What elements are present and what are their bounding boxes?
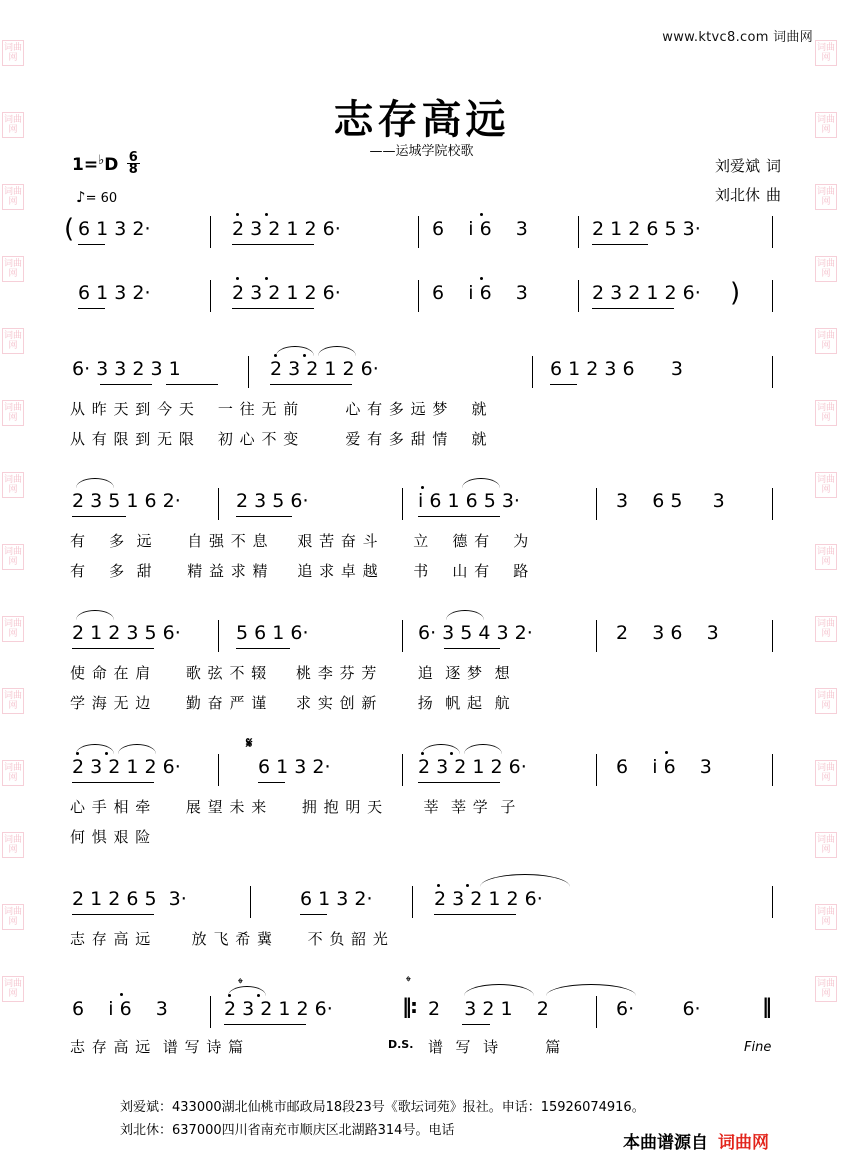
system-intro-2 bbox=[0, 278, 843, 330]
measure-notes: 2 3 5 6· bbox=[236, 490, 309, 512]
measure-notes: 2 3 2 1 2 6· bbox=[224, 998, 333, 1020]
fine-marking: Fine bbox=[744, 1040, 772, 1055]
measure-notes: 2 3 2 1 2 6· bbox=[592, 282, 701, 304]
beam-line bbox=[592, 244, 648, 245]
watermark: 词曲网 bbox=[815, 832, 837, 858]
watermark: 词曲网 bbox=[815, 184, 837, 210]
beam-line bbox=[462, 1024, 490, 1025]
measure-notes: 2 3 2 1 2 bbox=[428, 998, 549, 1020]
measure-notes: 6 1 3 2· bbox=[78, 282, 151, 304]
watermark: 词曲网 bbox=[815, 400, 837, 426]
slur bbox=[446, 610, 484, 620]
open-paren: ( bbox=[64, 214, 75, 244]
octave-dot bbox=[466, 884, 469, 887]
barline bbox=[772, 886, 773, 918]
measure-notes: 6 i 6 3 bbox=[432, 282, 528, 304]
watermark: 词曲网 bbox=[2, 688, 24, 714]
measure-notes: 2 3 2 1 2 6· bbox=[418, 756, 527, 778]
segno-icon: 𝄋 bbox=[246, 734, 253, 752]
system-verse-4 bbox=[0, 734, 843, 856]
page-subtitle: ——运城学院校歌 bbox=[369, 144, 474, 159]
key-accidental: ♭ bbox=[98, 153, 105, 168]
slur bbox=[318, 346, 356, 356]
beam-line bbox=[418, 782, 500, 783]
site-url-header: www.ktvc8.com 词曲网 bbox=[662, 30, 813, 45]
lyric-line: 使 命 在 肩 歌 弦 不 辍 桃 李 芬 芳 追 逐 梦 想 bbox=[70, 664, 511, 682]
lyric-line: 从 昨 天 到 今 天 一 往 无 前 心 有 多 远 梦 就 bbox=[70, 400, 488, 418]
octave-dot bbox=[665, 751, 668, 754]
beam-line bbox=[418, 516, 500, 517]
measure-notes: 2 1 2 6 5 3· bbox=[72, 888, 187, 910]
composer-name: 刘北休 bbox=[714, 186, 760, 204]
barline bbox=[248, 356, 249, 388]
lyric-line: 学 海 无 边 勤 奋 严 谨 求 实 创 新 扬 帆 起 航 bbox=[70, 694, 511, 712]
beam-line bbox=[72, 782, 154, 783]
lyric-line: 谱 写 诗 篇 bbox=[428, 1038, 562, 1056]
close-paren: ) bbox=[730, 278, 741, 308]
ds-marking: D.S. bbox=[388, 1038, 414, 1051]
system-verse-3 bbox=[0, 622, 843, 722]
measure-notes: 6 i 6 3 bbox=[72, 998, 168, 1020]
octave-dot bbox=[480, 277, 483, 280]
beam-line bbox=[72, 914, 154, 915]
watermark: 词曲网 bbox=[2, 904, 24, 930]
barline bbox=[596, 754, 597, 786]
octave-dot bbox=[228, 994, 231, 997]
octave-dot bbox=[450, 752, 453, 755]
barline bbox=[596, 620, 597, 652]
beam-line bbox=[78, 244, 105, 245]
watermark: 词曲网 bbox=[815, 904, 837, 930]
meter-top: 6 bbox=[128, 150, 138, 165]
slur bbox=[76, 478, 114, 488]
watermark: 词曲网 bbox=[815, 40, 837, 66]
octave-dot bbox=[421, 486, 424, 489]
measure-notes: 6 i 6 3 bbox=[616, 756, 712, 778]
beam-line bbox=[166, 384, 218, 385]
key-name: D bbox=[104, 155, 119, 175]
slur bbox=[464, 744, 502, 754]
source-site-name[interactable]: 词曲网 bbox=[718, 1133, 769, 1153]
coda-icon: 𝄌 bbox=[238, 976, 243, 992]
watermark: 词曲网 bbox=[815, 976, 837, 1002]
octave-dot bbox=[265, 277, 268, 280]
barline bbox=[772, 216, 773, 248]
slur bbox=[464, 984, 534, 996]
measure-notes: 6· 3 3 2 3 1 bbox=[72, 358, 181, 380]
octave-dot bbox=[76, 752, 79, 755]
lyric-line: 从 有 限 到 无 限 初 心 不 变 爱 有 多 甜 情 就 bbox=[70, 430, 488, 448]
measure-notes: 5 6 1 6· bbox=[236, 622, 309, 644]
tempo-marking bbox=[76, 188, 117, 206]
watermark: 词曲网 bbox=[2, 328, 24, 354]
measure-notes: 2 3 2 1 2 6· bbox=[232, 282, 341, 304]
barline bbox=[596, 996, 597, 1028]
slur bbox=[118, 744, 156, 754]
lyric-line: 何 惧 艰 险 bbox=[70, 828, 152, 846]
octave-dot bbox=[265, 213, 268, 216]
beam-line bbox=[444, 648, 500, 649]
barline bbox=[418, 216, 419, 248]
system-verse-1 bbox=[0, 358, 843, 458]
watermark: 词曲网 bbox=[815, 544, 837, 570]
coda-icon: 𝄌 bbox=[406, 974, 411, 990]
beam-line bbox=[300, 914, 327, 915]
measure-notes: 2 3 2 1 2 6· bbox=[72, 756, 181, 778]
contact-footer bbox=[120, 1096, 645, 1142]
octave-dot bbox=[421, 752, 424, 755]
octave-dot bbox=[274, 354, 277, 357]
system-verse-5 bbox=[0, 888, 843, 968]
final-barline: ‖ bbox=[762, 994, 770, 1018]
beam-line bbox=[258, 782, 285, 783]
barline bbox=[250, 886, 251, 918]
measure-notes: 6· 3 5 4 3 2· bbox=[418, 622, 533, 644]
beam-line bbox=[236, 516, 292, 517]
measure-notes: 3 6 5 3 bbox=[616, 490, 725, 512]
beam-line bbox=[72, 516, 126, 517]
measure-notes: 2 3 2 1 2 6· bbox=[270, 358, 379, 380]
barline bbox=[578, 216, 579, 248]
watermark: 词曲网 bbox=[2, 760, 24, 786]
barline bbox=[402, 488, 403, 520]
beam-line bbox=[232, 308, 314, 309]
measure-notes: 6 1 3 2· bbox=[78, 218, 151, 240]
system-intro-1 bbox=[0, 214, 843, 266]
watermark: 词曲网 bbox=[815, 112, 837, 138]
key-signature bbox=[72, 152, 140, 175]
watermark: 词曲网 bbox=[2, 472, 24, 498]
measure-notes: 2 3 2 1 2 6· bbox=[434, 888, 543, 910]
slur bbox=[228, 986, 266, 996]
measure-notes: 6· 6· bbox=[616, 998, 701, 1020]
slur bbox=[462, 478, 500, 488]
barline bbox=[418, 280, 419, 312]
slur bbox=[422, 744, 460, 754]
watermark: 词曲网 bbox=[2, 40, 24, 66]
measure-notes: 6 1 3 2· bbox=[258, 756, 331, 778]
slur bbox=[480, 874, 570, 887]
quarter-note-icon: ♪ bbox=[76, 188, 86, 206]
octave-dot bbox=[236, 213, 239, 216]
lyric-line: 有 多 远 自 强 不 息 艰 苦 奋 斗 立 德 有 为 bbox=[70, 532, 530, 550]
octave-dot bbox=[257, 994, 260, 997]
beam-line bbox=[434, 914, 516, 915]
watermark: 词曲网 bbox=[815, 256, 837, 282]
octave-dot bbox=[437, 884, 440, 887]
measure-notes: 2 3 2 1 2 6· bbox=[232, 218, 341, 240]
measure-notes: 6 1 3 2· bbox=[300, 888, 373, 910]
watermark: 词曲网 bbox=[2, 112, 24, 138]
key-label: 1= bbox=[72, 155, 99, 175]
slur bbox=[546, 984, 636, 996]
measure-notes: 2 3 5 1 6 2· bbox=[72, 490, 181, 512]
beam-line bbox=[100, 384, 152, 385]
beam-line bbox=[592, 308, 674, 309]
beam-line bbox=[78, 308, 105, 309]
beam-line bbox=[224, 1024, 306, 1025]
watermark: 词曲网 bbox=[815, 472, 837, 498]
watermark: 词曲网 bbox=[815, 328, 837, 354]
lyric-line: 心 手 相 牵 展 望 未 来 拥 抱 明 天 莘 莘 学 子 bbox=[70, 798, 517, 816]
octave-dot bbox=[120, 993, 123, 996]
barline bbox=[578, 280, 579, 312]
barline bbox=[402, 620, 403, 652]
barline bbox=[218, 488, 219, 520]
barline bbox=[218, 620, 219, 652]
octave-dot bbox=[303, 354, 306, 357]
barline bbox=[210, 996, 211, 1028]
watermark: 词曲网 bbox=[815, 760, 837, 786]
repeat-barline: ‖: bbox=[402, 994, 416, 1018]
footer-line-2: 刘北休：637000四川省南充市顺庆区北湖路314号。电话 bbox=[120, 1123, 455, 1138]
watermark: 词曲网 bbox=[2, 184, 24, 210]
watermark: 词曲网 bbox=[815, 688, 837, 714]
measure-notes: 2 3 6 3 bbox=[616, 622, 719, 644]
beam-line bbox=[236, 648, 290, 649]
footer-line-1: 刘爱斌：433000湖北仙桃市邮政局18段23号《歌坛词苑》报社。申话：15926074916。 bbox=[120, 1100, 645, 1115]
measure-notes: 2 1 2 6 5 3· bbox=[592, 218, 701, 240]
lyric-line: 志 存 高 远 谱 写 诗 篇 bbox=[70, 1038, 245, 1056]
page-title: 志存高远 bbox=[333, 97, 510, 143]
beam-line bbox=[72, 648, 154, 649]
barline bbox=[412, 886, 413, 918]
lyric-line: 志 存 高 远 放 飞 希 冀 不 负 韶 光 bbox=[70, 930, 389, 948]
octave-dot bbox=[105, 752, 108, 755]
watermark: 词曲网 bbox=[2, 544, 24, 570]
source-label: 本曲谱源自 bbox=[623, 1133, 708, 1153]
watermark: 词曲网 bbox=[2, 832, 24, 858]
measure-notes: 2 1 2 3 5 6· bbox=[72, 622, 181, 644]
credits bbox=[709, 152, 781, 210]
barline bbox=[210, 216, 211, 248]
barline bbox=[772, 356, 773, 388]
barline bbox=[210, 280, 211, 312]
time-signature bbox=[127, 152, 140, 175]
slur bbox=[276, 346, 314, 356]
measure-notes: i 6 1 6 5 3· bbox=[418, 490, 520, 512]
tempo-value: = 60 bbox=[85, 191, 118, 206]
barline bbox=[772, 754, 773, 786]
octave-dot bbox=[236, 277, 239, 280]
barline bbox=[596, 488, 597, 520]
watermark: 词曲网 bbox=[815, 616, 837, 642]
lyricist-name: 刘爱斌 bbox=[714, 157, 760, 175]
barline bbox=[218, 754, 219, 786]
lyric-line: 有 多 甜 精 益 求 精 追 求 卓 越 书 山 有 路 bbox=[70, 562, 530, 580]
octave-dot bbox=[480, 213, 483, 216]
beam-line bbox=[232, 244, 314, 245]
watermark: 词曲网 bbox=[2, 976, 24, 1002]
slur bbox=[76, 744, 114, 754]
barline bbox=[402, 754, 403, 786]
lyricist-role: 词 bbox=[765, 157, 781, 175]
beam-line bbox=[270, 384, 352, 385]
system-verse-2 bbox=[0, 490, 843, 590]
slur bbox=[76, 610, 114, 620]
measure-notes: 6 1 2 3 6 3 bbox=[550, 358, 683, 380]
barline bbox=[772, 620, 773, 652]
measure-notes: 6 i 6 3 bbox=[432, 218, 528, 240]
source-attribution bbox=[623, 1128, 769, 1153]
watermark: 词曲网 bbox=[2, 400, 24, 426]
watermark: 词曲网 bbox=[2, 616, 24, 642]
barline bbox=[772, 280, 773, 312]
barline bbox=[532, 356, 533, 388]
meter-bottom: 8 bbox=[128, 162, 138, 177]
beam-line bbox=[550, 384, 577, 385]
composer-role: 曲 bbox=[765, 186, 781, 204]
watermark: 词曲网 bbox=[2, 256, 24, 282]
barline bbox=[772, 488, 773, 520]
